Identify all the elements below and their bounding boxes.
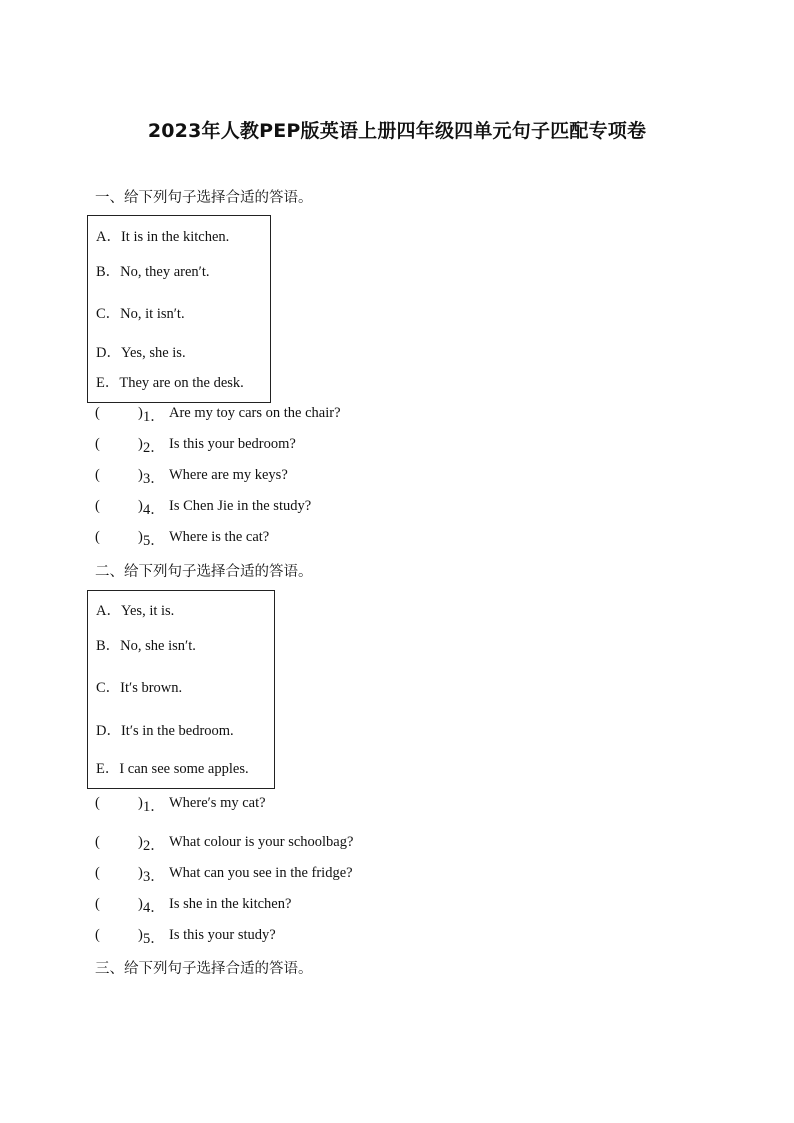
answer-blank-open[interactable]: ( bbox=[95, 834, 100, 850]
answer-blank-close: ) bbox=[138, 834, 143, 850]
answer-blank-close: ) bbox=[138, 529, 143, 545]
option-d: D．Yes, she is. bbox=[96, 345, 186, 361]
answer-blank-open[interactable]: ( bbox=[95, 498, 100, 514]
option-e: E．I can see some apples. bbox=[96, 761, 249, 777]
question-text: Are my toy cars on the chair? bbox=[169, 405, 341, 421]
answer-blank-open[interactable]: ( bbox=[95, 436, 100, 452]
question-number: 2． bbox=[143, 838, 165, 854]
answer-blank-close: ) bbox=[138, 896, 143, 912]
answer-blank-open[interactable]: ( bbox=[95, 865, 100, 881]
answer-blank-close: ) bbox=[138, 436, 143, 452]
question-text: Is Chen Jie in the study? bbox=[169, 498, 312, 514]
question-text: Where is the cat? bbox=[169, 529, 270, 545]
question-number: 4． bbox=[143, 502, 165, 518]
question-number: 3． bbox=[143, 471, 165, 487]
question-text: What colour is your schoolbag? bbox=[169, 834, 354, 850]
question-number: 4． bbox=[143, 900, 165, 916]
answer-blank-close: ) bbox=[138, 927, 143, 943]
section-1-options-box bbox=[87, 215, 271, 403]
question-text: Where′s my cat? bbox=[169, 795, 266, 811]
question-number: 5． bbox=[143, 931, 165, 947]
question-number: 1． bbox=[143, 409, 165, 425]
option-a: A．Yes, it is. bbox=[96, 603, 175, 619]
answer-blank-close: ) bbox=[138, 405, 143, 421]
question-number: 1． bbox=[143, 799, 165, 815]
option-e: E．They are on the desk. bbox=[96, 375, 244, 391]
answer-blank-open[interactable]: ( bbox=[95, 529, 100, 545]
question-number: 2． bbox=[143, 440, 165, 456]
answer-blank-close: ) bbox=[138, 498, 143, 514]
question-text: Is this your bedroom? bbox=[169, 436, 296, 452]
section-2-heading: 二、给下列句子选择合适的答语。 bbox=[95, 564, 313, 580]
option-b: B．No, she isn′t. bbox=[96, 638, 196, 654]
section-2-options-box bbox=[87, 590, 275, 789]
answer-blank-close: ) bbox=[138, 795, 143, 811]
option-c: C．It′s brown. bbox=[96, 680, 183, 696]
question-number: 5． bbox=[143, 533, 165, 549]
option-b: B．No, they aren′t. bbox=[96, 264, 210, 280]
question-text: Where are my keys? bbox=[169, 467, 288, 483]
question-number: 3． bbox=[143, 869, 165, 885]
answer-blank-open[interactable]: ( bbox=[95, 795, 100, 811]
section-3-heading: 三、给下列句子选择合适的答语。 bbox=[95, 961, 313, 977]
option-c: C．No, it isn′t. bbox=[96, 306, 185, 322]
option-d: D．It′s in the bedroom. bbox=[96, 723, 234, 739]
answer-blank-open[interactable]: ( bbox=[95, 896, 100, 912]
question-text: What can you see in the fridge? bbox=[169, 865, 353, 881]
answer-blank-close: ) bbox=[138, 865, 143, 881]
answer-blank-open[interactable]: ( bbox=[95, 405, 100, 421]
question-text: Is she in the kitchen? bbox=[169, 896, 292, 912]
answer-blank-open[interactable]: ( bbox=[95, 467, 100, 483]
page-title: 2023年人教PEP版英语上册四年级四单元句子匹配专项卷 bbox=[147, 120, 647, 142]
question-text: Is this your study? bbox=[169, 927, 276, 943]
answer-blank-close: ) bbox=[138, 467, 143, 483]
answer-blank-open[interactable]: ( bbox=[95, 927, 100, 943]
option-a: A．It is in the kitchen. bbox=[96, 229, 230, 245]
section-1-heading: 一、给下列句子选择合适的答语。 bbox=[95, 190, 313, 206]
